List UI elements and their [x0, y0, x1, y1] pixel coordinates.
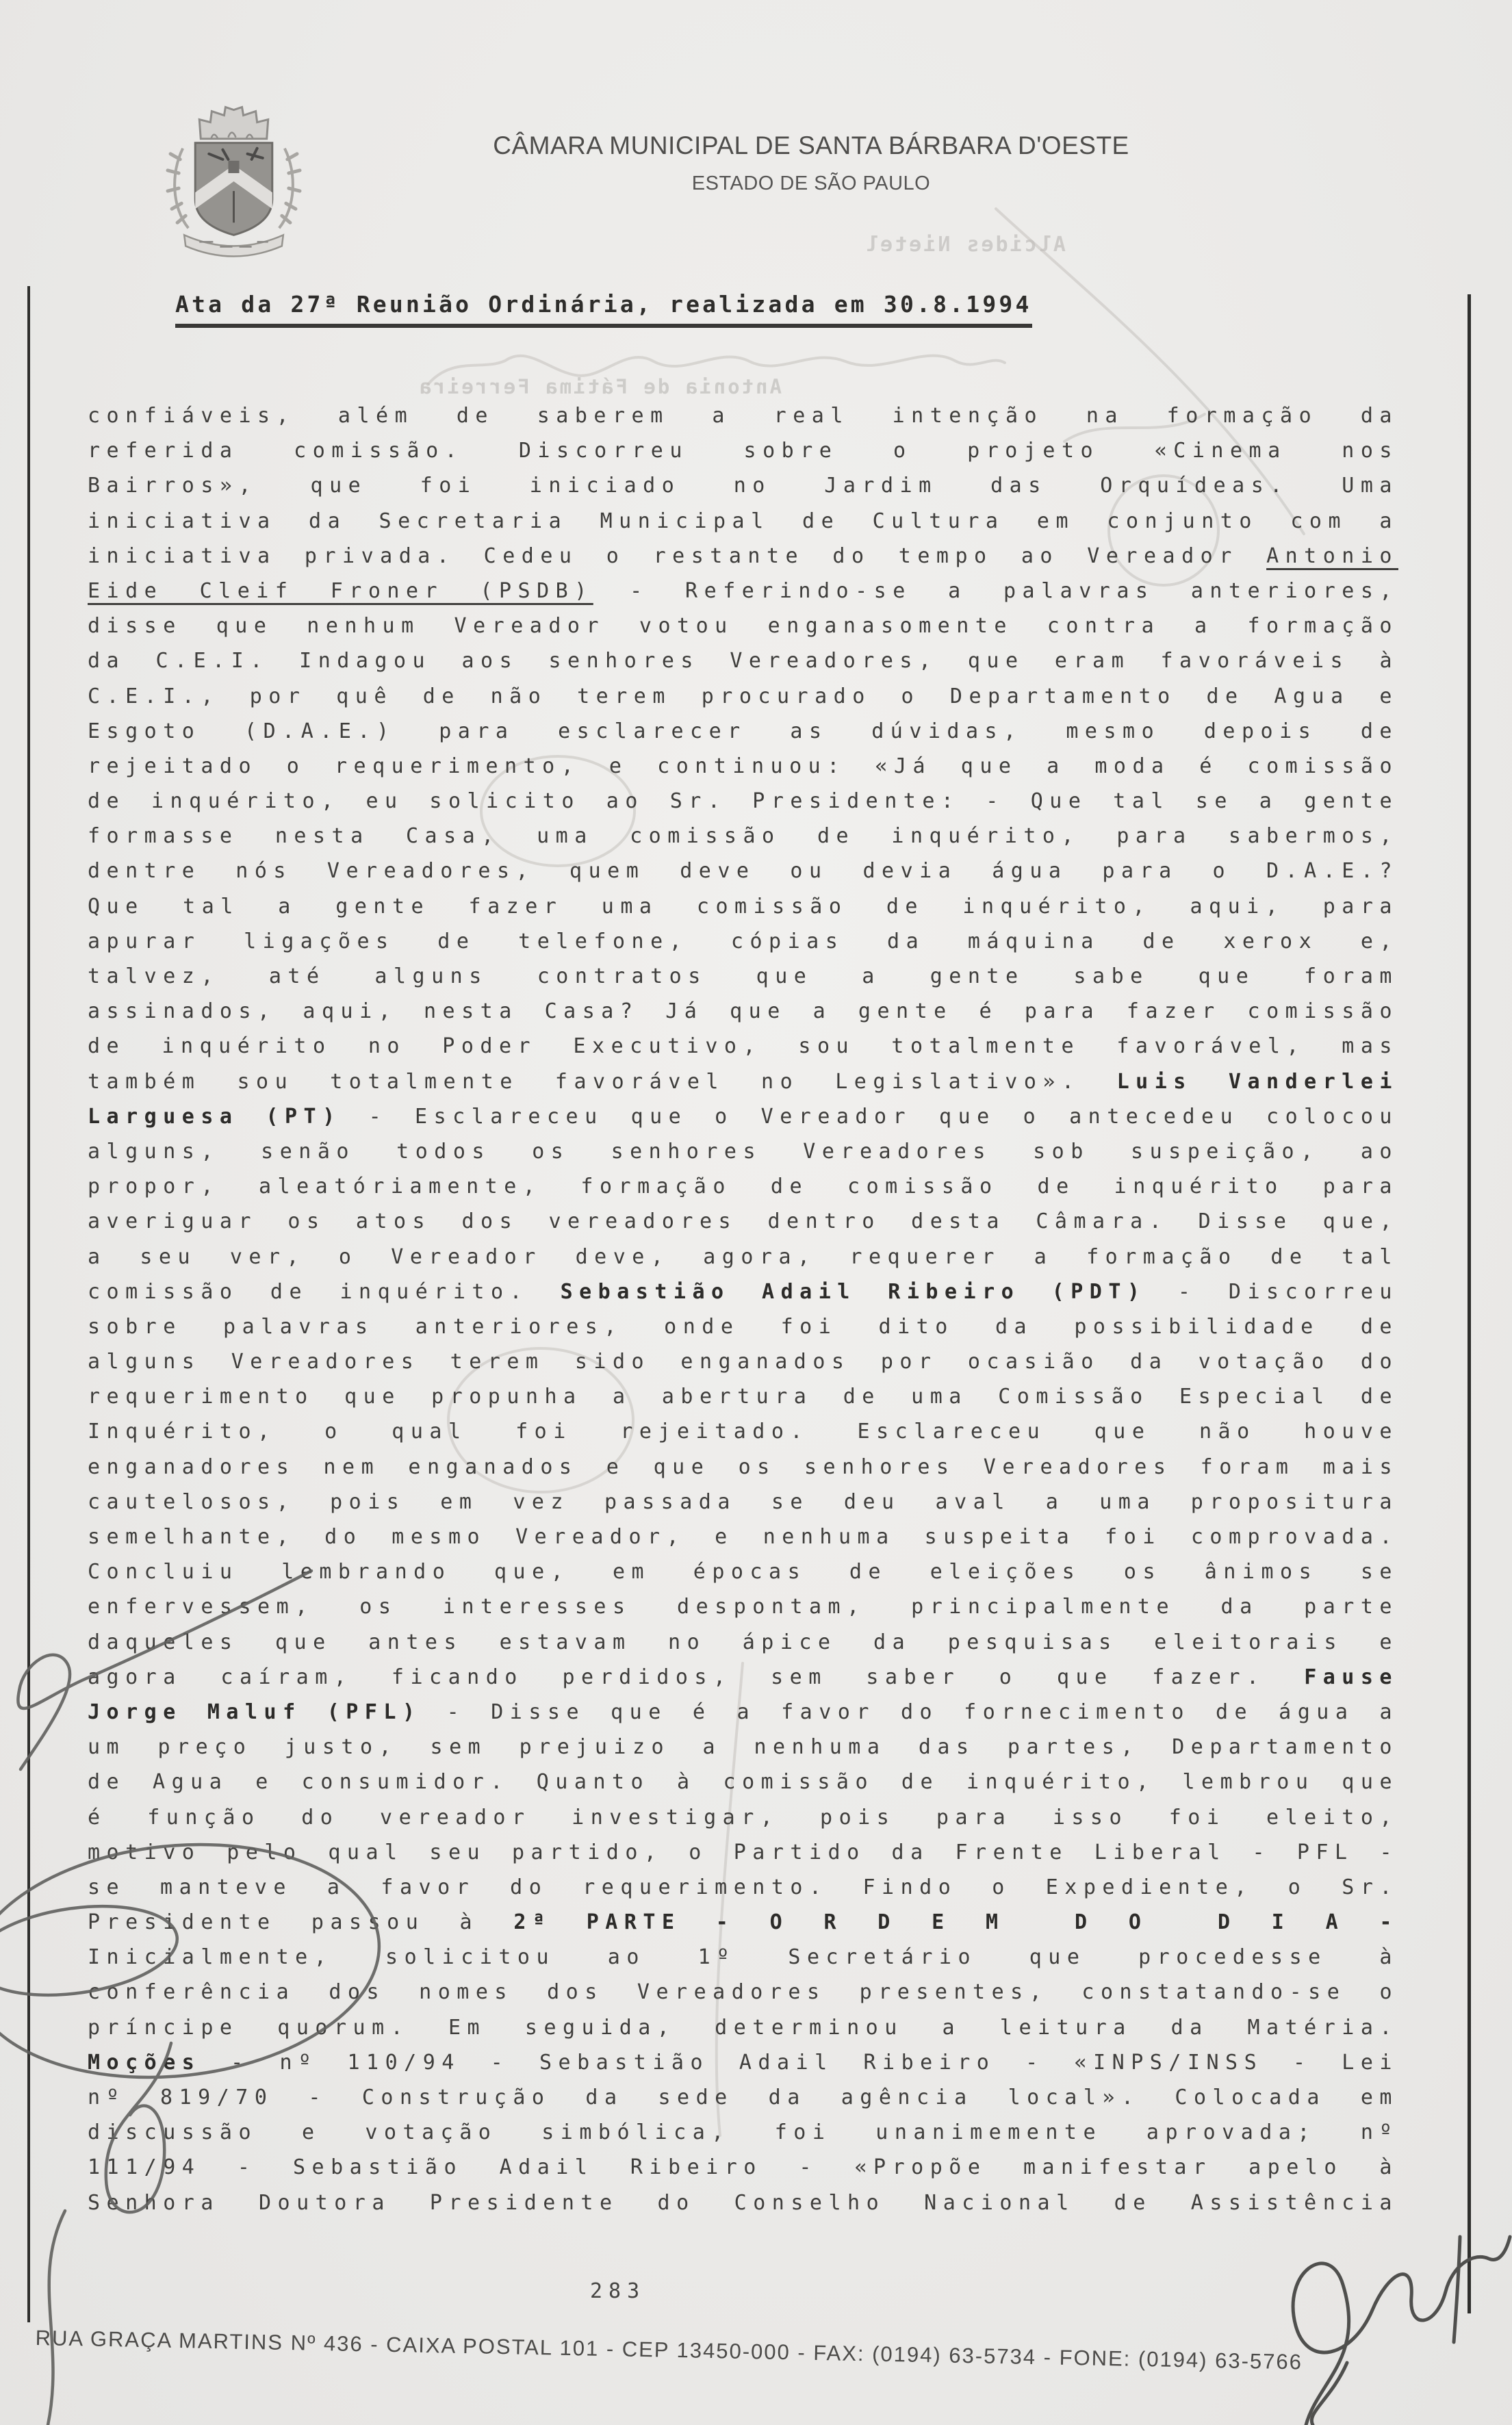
- body-line: príncipe quorum. Em seguida, determinou a leitura da Matéria.: [88, 2015, 1398, 2040]
- bleedthrough-name-1: Alcides Nietel: [864, 233, 1066, 257]
- right-margin-rule: [1468, 294, 1471, 2313]
- body-line: de inquérito no Poder Executivo, sou totalmente favorável, mas: [88, 1034, 1398, 1059]
- body-line: um preço justo, sem prejuizo a nenhuma das partes, Departamento: [88, 1735, 1398, 1760]
- body-line: formasse nesta Casa, uma comissão de inquérito, para sabermos,: [88, 824, 1398, 849]
- body-line: a seu ver, o Vereador deve, agora, requerer a formação de tal: [88, 1244, 1398, 1269]
- org-state: ESTADO DE SÃO PAULO: [691, 172, 931, 194]
- body-line: sobre palavras anteriores, onde foi dito da possibilidade de: [88, 1314, 1398, 1339]
- body-line: Eide Cleif Froner (PSDB) - Referindo-se a palavras anteriores,: [88, 578, 1398, 603]
- body-line: referida comissão. Discorreu sobre o projeto «Cinema nos: [88, 439, 1398, 463]
- body-line: discussão e votação simbólica, foi unanimemente aprovada; nº: [88, 2120, 1398, 2145]
- body-line: enganadores nem enganados e que os senhores Vereadores foram mais: [88, 1454, 1398, 1479]
- body-line: Inquérito, o qual foi rejeitado. Esclareceu que não houve: [88, 1420, 1398, 1444]
- body-line: Esgoto (D.A.E.) para esclarecer as dúvidas, mesmo depois de: [88, 719, 1398, 743]
- signature-scribble: [1293, 2237, 1510, 2425]
- body-line: alguns, senão todos os senhores Vereadores sob suspeição, ao: [88, 1139, 1398, 1164]
- body-line: Larguesa (PT) - Esclareceu que o Vereador que o antecedeu colocou: [88, 1104, 1398, 1129]
- body-line: talvez, até alguns contratos que a gente sabe que foram: [88, 964, 1398, 988]
- municipal-coat-of-arms-icon: [159, 104, 307, 261]
- body-line: enfervessem, os interesses despontam, principalmente da parte: [88, 1595, 1398, 1619]
- body-line: Bairros», que foi iniciado no Jardim das Orquídeas. Uma: [88, 474, 1398, 498]
- bleedthrough-name-2: Antonia de Fátima Ferreira: [418, 375, 782, 398]
- body-line: propor, aleatóriamente, formação de comissão de inquérito para: [88, 1175, 1398, 1199]
- body-line: nº 819/70 - Construção da sede da agência local». Colocada em: [88, 2086, 1398, 2109]
- footer-address: RUA GRAÇA MARTINS Nº 436 - CAIXA POSTAL 101 - CEP 13450-000 - FAX: (0194) 63-5734 - FONE: (0194) 63-5766: [35, 2326, 1303, 2374]
- body-line: é função do vereador investigar, pois para isso foi eleito,: [88, 1805, 1398, 1830]
- body-line: iniciativa privada. Cedeu o restante do tempo ao Vereador Antonio: [88, 543, 1398, 568]
- body-line: alguns Vereadores terem sido enganados por ocasião da votação do: [88, 1350, 1398, 1374]
- body-line: disse que nenhum Vereador votou enganasomente contra a formação: [88, 614, 1398, 639]
- body-line: também sou totalmente favorável no Legislativo». Luis Vanderlei: [88, 1069, 1398, 1094]
- body-line: requerimento que propunha a abertura de uma Comissão Especial de: [88, 1385, 1398, 1409]
- body-line: Que tal a gente fazer uma comissão de inquérito, aqui, para: [88, 894, 1398, 919]
- body-line: dentre nós Vereadores, quem deve ou devia água para o D.A.E.?: [88, 859, 1398, 884]
- body-line: de inquérito, eu solicito ao Sr. Presidente: - Que tal se a gente: [88, 789, 1398, 814]
- body-line: assinados, aqui, nesta Casa? Já que a gente é para fazer comissão: [88, 999, 1398, 1024]
- body-line: comissão de inquérito. Sebastião Adail Ribeiro (PDT) - Discorreu: [88, 1279, 1398, 1304]
- body-line: conferência dos nomes dos Vereadores presentes, constatando-se o: [88, 1980, 1398, 2005]
- body-line: 111/94 - Sebastião Adail Ribeiro - «Propõe manifestar apelo à: [88, 2155, 1398, 2180]
- body-line: daqueles que antes estavam no ápice da pesquisas eleitorais e: [88, 1630, 1398, 1654]
- body-line: C.E.I., por quê de não terem procurado o Departamento de Agua e: [88, 684, 1398, 708]
- body-line: da C.E.I. Indagou aos senhores Vereadores, que eram favoráveis à: [88, 649, 1398, 673]
- body-line: cautelosos, pois em vez passada se deu aval a uma propositura: [88, 1489, 1398, 1514]
- left-margin-rule: [27, 286, 30, 2322]
- body-line: Moções - nº 110/94 - Sebastião Adail Ribeiro - «INPS/INSS - Lei: [88, 2050, 1398, 2075]
- body-line: motivo pelo qual seu partido, o Partido da Frente Liberal - PFL -: [88, 1840, 1398, 1864]
- org-name: CÂMARA MUNICIPAL DE SANTA BÁRBARA D'OESTE: [493, 131, 1129, 159]
- body-line: Inicialmente, solicitou ao 1º Secretário que procedesse à: [88, 1945, 1398, 1970]
- body-line: Senhora Doutora Presidente do Conselho Nacional de Assistência: [88, 2190, 1398, 2215]
- body-line: se manteve a favor do requerimento. Findo o Expediente, o Sr.: [88, 1875, 1398, 1899]
- body-line: de Agua e consumidor. Quanto à comissão de inquérito, lembrou que: [88, 1770, 1398, 1795]
- body-line: iniciativa da Secretaria Municipal de Cultura em conjunto com a: [88, 509, 1398, 533]
- doc-title: Ata da 27ª Reunião Ordinária, realizada em 30.8.1994: [175, 291, 1032, 328]
- body-line: Jorge Maluf (PFL) - Disse que é a favor do fornecimento de água a: [88, 1699, 1398, 1724]
- body-text: [88, 398, 1398, 2220]
- body-line: Concluiu lembrando que, em épocas de eleições os ânimos se: [88, 1560, 1398, 1584]
- body-line: rejeitado o requerimento, e continuou: «Já que a moda é comissão: [88, 754, 1398, 778]
- body-line: agora caíram, ficando perdidos, sem saber o que fazer. Fause: [88, 1665, 1398, 1689]
- page-number: 283: [590, 2279, 646, 2303]
- body-line: confiáveis, além de saberem a real intenção na formação da: [88, 404, 1398, 428]
- body-line: Presidente passou à 2ª PARTE - O R D E M D O D I A -: [88, 1910, 1398, 1935]
- body-line: semelhante, do mesmo Vereador, e nenhuma suspeita foi comprovada.: [88, 1525, 1398, 1549]
- body-line: averiguar os atos dos vereadores dentro desta Câmara. Disse que,: [88, 1209, 1398, 1234]
- body-line: apurar ligações de telefone, cópias da máquina de xerox e,: [88, 929, 1398, 953]
